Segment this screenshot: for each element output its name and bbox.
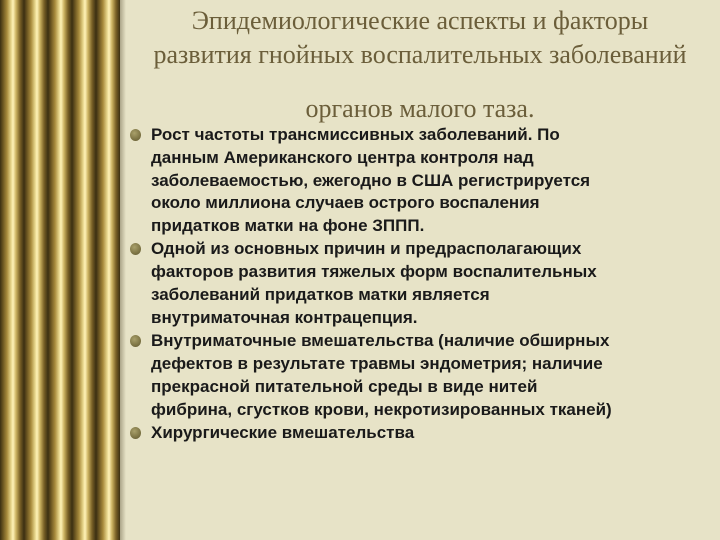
bullet-item xyxy=(130,330,705,421)
bullet-dot-icon xyxy=(130,427,141,439)
title-line-2: развития гнойных воспалительных заболеваний xyxy=(153,40,687,69)
bullet-line: Рост частоты трансмиссивных заболеваний. По xyxy=(151,125,560,144)
bullet-line: придатков матки на фоне ЗППП. xyxy=(151,216,425,236)
title-line-1: Эпидемиологические аспекты и факторы xyxy=(191,6,649,35)
bullet-line: факторов развития тяжелых форм воспалительных xyxy=(151,262,597,282)
bullet-dot-icon xyxy=(130,243,141,255)
bullet-dot-icon xyxy=(130,129,141,141)
slide-title xyxy=(122,4,718,126)
bullet-dot-icon xyxy=(130,335,141,347)
decorative-gold-column xyxy=(0,0,120,540)
bullet-line: фибрина, сгустков крови, некротизированных тканей) xyxy=(151,399,612,419)
bullet-line: данным Американского центра контроля над xyxy=(151,147,534,167)
bullet-line: заболеваний придатков матки является xyxy=(151,285,490,305)
bullet-line: около миллиона случаев острого воспаления xyxy=(151,193,540,213)
bullet-list xyxy=(130,124,705,445)
bullet-line: заболеваемостью, ежегодно в США регистрируется xyxy=(151,170,591,190)
bullet-item xyxy=(130,238,705,329)
bullet-line: Одной из основных причин и предрасполагающих xyxy=(151,239,582,259)
bullet-item xyxy=(130,422,705,445)
bullet-line: внутриматочная контрацепция. xyxy=(151,307,418,327)
bullet-line: Хирургические вмешательства xyxy=(151,422,415,442)
bullet-line: Внутриматочные вмешательства (наличие обширных xyxy=(151,331,610,351)
title-line-3: органов малого таза. xyxy=(305,94,535,123)
bullet-line: дефектов в результате травмы эндометрия; наличие xyxy=(151,353,603,373)
bullet-item xyxy=(130,124,705,238)
bullet-line: прекрасной питательной среды в виде нитей xyxy=(151,376,538,396)
